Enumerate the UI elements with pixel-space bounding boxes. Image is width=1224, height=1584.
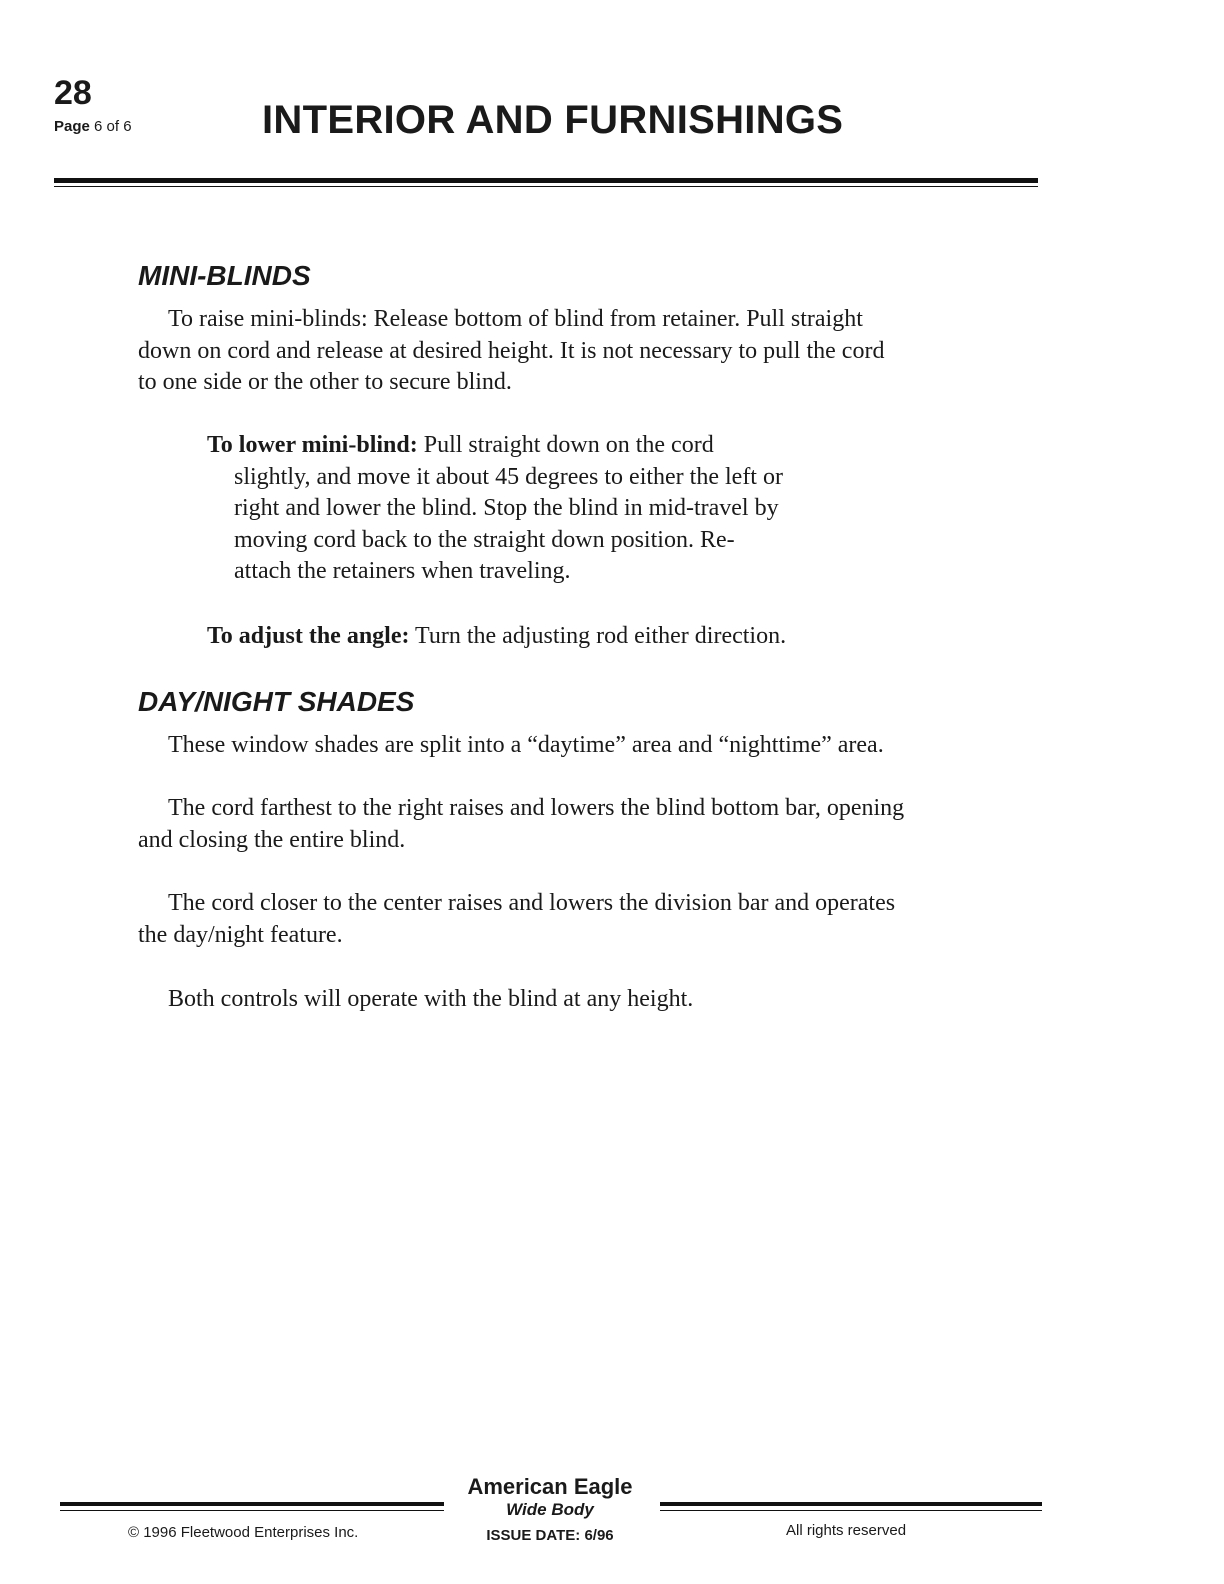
text-line: to one side or the other to secure blind. — [138, 369, 512, 395]
paragraph-shades-split — [138, 730, 978, 762]
text-line: Both controls will operate with the blind at any height. — [168, 986, 694, 1012]
footer-rights: All rights reserved — [786, 1522, 907, 1539]
lead-in: To lower mini-blind: — [207, 432, 418, 458]
footer-copyright: © 1996 Fleetwood Enterprises Inc. — [128, 1524, 359, 1541]
footer-brand: American Eagle — [467, 1474, 633, 1499]
footer-rule-left-thick — [60, 1502, 444, 1506]
page-indicator — [54, 118, 132, 136]
text-line: To raise mini-blinds: Release bottom of blind from retainer. Pull straight — [168, 306, 863, 332]
text-span: Pull straight down on the cord — [417, 432, 714, 458]
text-span: Turn the adjusting rod either direction. — [409, 623, 787, 649]
text-line: moving cord back to the straight down position. Re- — [234, 526, 735, 553]
page-of-count: 6 of 6 — [94, 118, 132, 135]
paragraph-cord-closer — [138, 888, 978, 951]
footer-issue-date — [448, 1527, 652, 1545]
text-line: The cord closer to the center raises and lowers the division bar and operates — [168, 890, 896, 916]
footer-model: Wide Body — [506, 1500, 594, 1519]
paragraph-adjust-angle — [207, 621, 907, 653]
text-line: attach the retainers when traveling. — [234, 558, 571, 584]
text-line — [207, 430, 907, 462]
text-line: right and lower the blind. Stop the blind in mid-travel by — [234, 495, 779, 521]
section-heading-day-night-shades: DAY/NIGHT SHADES — [138, 686, 415, 717]
text-line — [207, 621, 907, 653]
page-number: 28 — [54, 74, 92, 112]
paragraph-lower-mini-blind — [207, 430, 907, 588]
issue-label: ISSUE DATE: — [486, 1527, 581, 1544]
text-line: the day/night feature. — [138, 921, 343, 948]
footer-rule-left-thin — [60, 1510, 444, 1511]
header-rule-thin — [54, 186, 1038, 187]
header-rule-thick — [54, 178, 1038, 183]
issue-value: 6/96 — [584, 1527, 614, 1544]
paragraph-cord-farthest — [138, 793, 978, 856]
page-label: Page — [54, 118, 90, 135]
paragraph-both-controls — [138, 984, 978, 1016]
chapter-title: INTERIOR AND FURNISHINGS — [262, 98, 844, 142]
paragraph-raise-mini-blinds — [138, 304, 968, 399]
text-line: and closing the entire blind. — [138, 826, 406, 853]
text-line: The cord farthest to the right raises and lowers the blind bottom bar, opening — [168, 795, 905, 821]
footer-rule-right-thin — [660, 1510, 1042, 1511]
section-heading-mini-blinds: MINI-BLINDS — [138, 260, 311, 291]
text-line: down on cord and release at desired height. It is not necessary to pull the cord — [138, 337, 885, 364]
text-line: These window shades are split into a “daytime” area and “nighttime” area. — [168, 732, 884, 758]
footer-rule-right-thick — [660, 1502, 1042, 1506]
text-line: slightly, and move it about 45 degrees to either the left or — [234, 463, 783, 490]
lead-in: To adjust the angle: — [207, 623, 410, 649]
